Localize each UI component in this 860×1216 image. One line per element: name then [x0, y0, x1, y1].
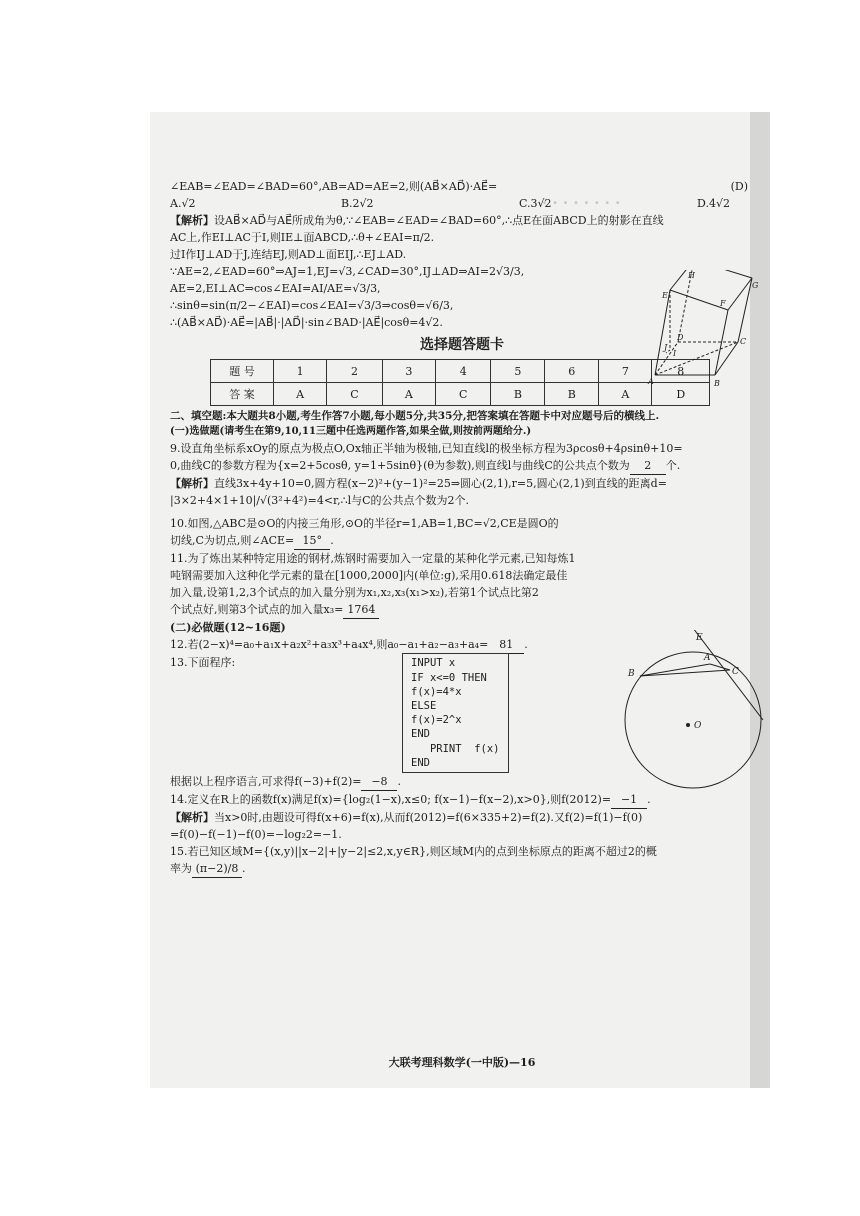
- page-content: [170, 178, 759, 1069]
- q9-answer: 2: [630, 457, 666, 475]
- program-line: IF x<=0 THEN: [411, 671, 487, 684]
- q11-line-4: 个试点好,则第3个试点的加入量x₃= 1764: [170, 601, 754, 619]
- q14-line: 14.定义在R上的函数f(x)满足f(x)={log₂(1−x),x≤0; f(x−1)−f(x−2),x>0},则f(2012)= −1 .: [170, 791, 754, 809]
- table-row: [211, 360, 710, 383]
- q15-line-1: 15.若已知区域M={(x,y)||x−2|+|y−2|≤2,x,y∈R},则区域M内的点到坐标原点的距离不超过2的概: [170, 845, 657, 859]
- solution-top-line-3: 过I作IJ⊥AD于J,连结EJ,则AD⊥面EIJ,∴EJ⊥AD.: [170, 248, 407, 262]
- fig-label-c: C: [740, 337, 747, 346]
- table-cell: 5: [491, 360, 545, 383]
- table-cell: 4: [435, 360, 491, 383]
- option-a: A.√2: [170, 197, 196, 211]
- fig-label-f: F: [720, 299, 726, 308]
- fig-label-g: G: [752, 281, 759, 290]
- table-cell: 6: [545, 360, 599, 383]
- q12-line: 12.若(2−x)⁴=a₀+a₁x+a₂x²+a₃x³+a₄x⁴,则a₀−a₁+a₂−a₃+a₄= 81 .: [170, 636, 754, 654]
- program-line: PRINT f(x): [411, 742, 500, 755]
- section2-header: 二、填空题:本大题共8小题,考生作答7小题,每小题5分,共35分,把答案填在答题卡中对应题号后的横线上.: [170, 410, 660, 423]
- solution-top-line-4: ∵AE=2,∠EAD=60°⇒AJ=1,EJ=√3,∠CAD=30°,IJ⊥AD⇒AI=2√3/3,: [170, 265, 525, 279]
- solution-top-line-1: 【解析】设AB⃗×AD⃗与AE⃗所成角为θ,∵∠EAB=∠EAD=∠BAD=60°,∴点E在面ABCD上的射影在直线: [170, 214, 664, 228]
- table-cell: C: [435, 383, 491, 406]
- program-line: f(x)=4*x: [411, 685, 462, 698]
- program-line: INPUT x: [411, 657, 456, 670]
- q12-answer: 81: [488, 636, 524, 654]
- program-line: f(x)=2^x: [411, 714, 462, 727]
- fig-label-h: H: [688, 271, 695, 280]
- option-c: C.3√2: [519, 197, 552, 211]
- q10-answer: 15°: [294, 532, 330, 550]
- q11-answer: 1764: [343, 601, 379, 619]
- part2-header: (二)必做题(12~16题): [170, 621, 286, 635]
- page-footer: 大联考理科数学(一中版)—16: [388, 1056, 536, 1069]
- table-cell: C: [327, 383, 383, 406]
- q13-tail: 根据以上程序语言,可求得f(−3)+f(2)= −8 .: [170, 773, 754, 791]
- fig-label-i: I: [673, 349, 677, 358]
- q15-line-2: 率为 (π−2)/8 .: [170, 860, 754, 878]
- q14-solution-2: =f(0)−f(−1)−f(0)=−log₂2=−1.: [170, 828, 342, 841]
- answer-mark: (D): [730, 180, 748, 193]
- option-b: B.2√2: [340, 197, 374, 211]
- solution-top-line-6: ∴sinθ=sin(π/2−∠EAI)=cos∠EAI=√3/3⇒cosθ=√6/3,: [170, 299, 454, 313]
- table-cell: D: [652, 383, 710, 406]
- table-cell: 2: [327, 360, 383, 383]
- fig-label-a: A: [704, 653, 711, 663]
- table-cell: 1: [274, 360, 327, 383]
- q13-program-box: [402, 653, 509, 772]
- answer-card-table: [210, 359, 710, 406]
- fig-label-j: J: [664, 343, 668, 352]
- fig-label-b: B: [628, 669, 635, 679]
- q15-answer: (π−2)/8: [192, 860, 242, 878]
- q11-line-2: 吨钢需要加入这种化学元素的量在[1000,2000]内(单位:g),采用0.618法确定最佳: [170, 569, 568, 583]
- table-cell: B: [491, 383, 545, 406]
- solution-top-line-2: AC上,作EI⊥AC于I,则IE⊥面ABCD,∴θ+∠EAI=π/2.: [170, 231, 435, 245]
- q9-line-1: 9.设直角坐标系xOy的原点为极点O,Ox轴正半轴为极轴,已知直线l的极坐标方程为3ρcosθ+4ρsinθ+10=: [170, 441, 683, 455]
- answer-card-title: 选择题答题卡: [420, 337, 504, 354]
- fig-label-a: A: [648, 377, 654, 386]
- fig-label-o: O: [694, 721, 702, 731]
- fig-label-e: E: [696, 633, 703, 643]
- solution-top-line-7: ∴(AB⃗×AD⃗)·AE⃗=|AB⃗|·|AD⃗|·sin∠BAD·|AE⃗|cosθ=4√2.: [170, 316, 443, 330]
- q11-line-3: 加入量,设第1,2,3个试点的加入量分别为x₁,x₂,x₃(x₁>x₂),若第1个试点比第2: [170, 586, 539, 600]
- q-top-stem: ∠EAB=∠EAD=∠BAD=60°,AB=AD=AE=2,则(AB⃗×AD⃗)·AE⃗= (D): [170, 178, 754, 195]
- parallelepiped-figure: [640, 270, 760, 390]
- section2-part1: (一)选做题(请考生在第9,10,11三题中任选两题作答,如果全做,则按前两题给分.): [170, 426, 532, 438]
- q14-solution-1: 【解析】当x>0时,由题设可得f(x+6)=f(x),从而f(2012)=f(6×335+2)=f(2).又f(2)=f(1)−f(0): [170, 810, 643, 824]
- q9-solution-2: |3×2+4×1+10|/√(3²+4²)=4<r,∴l与C的公共点个数为2个.: [170, 494, 470, 508]
- q9-line-2: 0,曲线C的参数方程为{x=2+5cosθ, y=1+5sinθ}(θ为参数),则直线l与曲线C的公共点个数为 2 个.: [170, 457, 754, 475]
- program-line: ELSE: [411, 700, 437, 712]
- bleed-through-text: · · · · · · · ·: [542, 194, 621, 212]
- option-d: D.4√2: [697, 197, 730, 211]
- q14-answer: −1: [611, 791, 647, 809]
- solution-top-line-5: AE=2,EI⊥AC⇒cos∠EAI=AI/AE=√3/3,: [170, 282, 381, 296]
- row-label-numbers: 题 号: [211, 360, 274, 383]
- fig-label-c: C: [732, 667, 739, 677]
- q9-solution-1: 【解析】直线3x+4y+10=0,圆方程(x−2)²+(y−1)²=25⇒圆心(2,1),r=5,圆心(2,1)到直线的距离d=: [170, 476, 667, 490]
- q10-line-2: 切线,C为切点,则∠ACE= 15° .: [170, 532, 754, 550]
- q11-line-1: 11.为了炼出某种特定用途的钢材,炼钢时需要加入一定量的某种化学元素,已知每炼1: [170, 552, 576, 566]
- table-row: [211, 383, 710, 406]
- q-top-options: [170, 195, 730, 212]
- fig-label-d: D: [677, 333, 684, 342]
- table-cell: B: [545, 383, 599, 406]
- row-label-answers: 答 案: [211, 383, 274, 406]
- q10-line-1: 10.如图,△ABC是⊙O的内接三角形,⊙O的半径r=1,AB=1,BC=√2,CE是圆O的: [170, 517, 559, 531]
- circle-figure: [618, 630, 768, 795]
- q13-intro: 13.下面程序:: [170, 656, 236, 670]
- table-cell: A: [382, 383, 435, 406]
- table-cell: A: [599, 383, 652, 406]
- fig-label-e: E: [662, 291, 668, 300]
- fig-label-b: B: [714, 379, 720, 388]
- table-cell: 8: [652, 360, 710, 383]
- program-line: END: [411, 728, 430, 741]
- table-cell: 7: [599, 360, 652, 383]
- table-cell: 3: [382, 360, 435, 383]
- program-line: END: [411, 756, 430, 769]
- table-cell: A: [274, 383, 327, 406]
- q13-answer: −8: [361, 773, 397, 791]
